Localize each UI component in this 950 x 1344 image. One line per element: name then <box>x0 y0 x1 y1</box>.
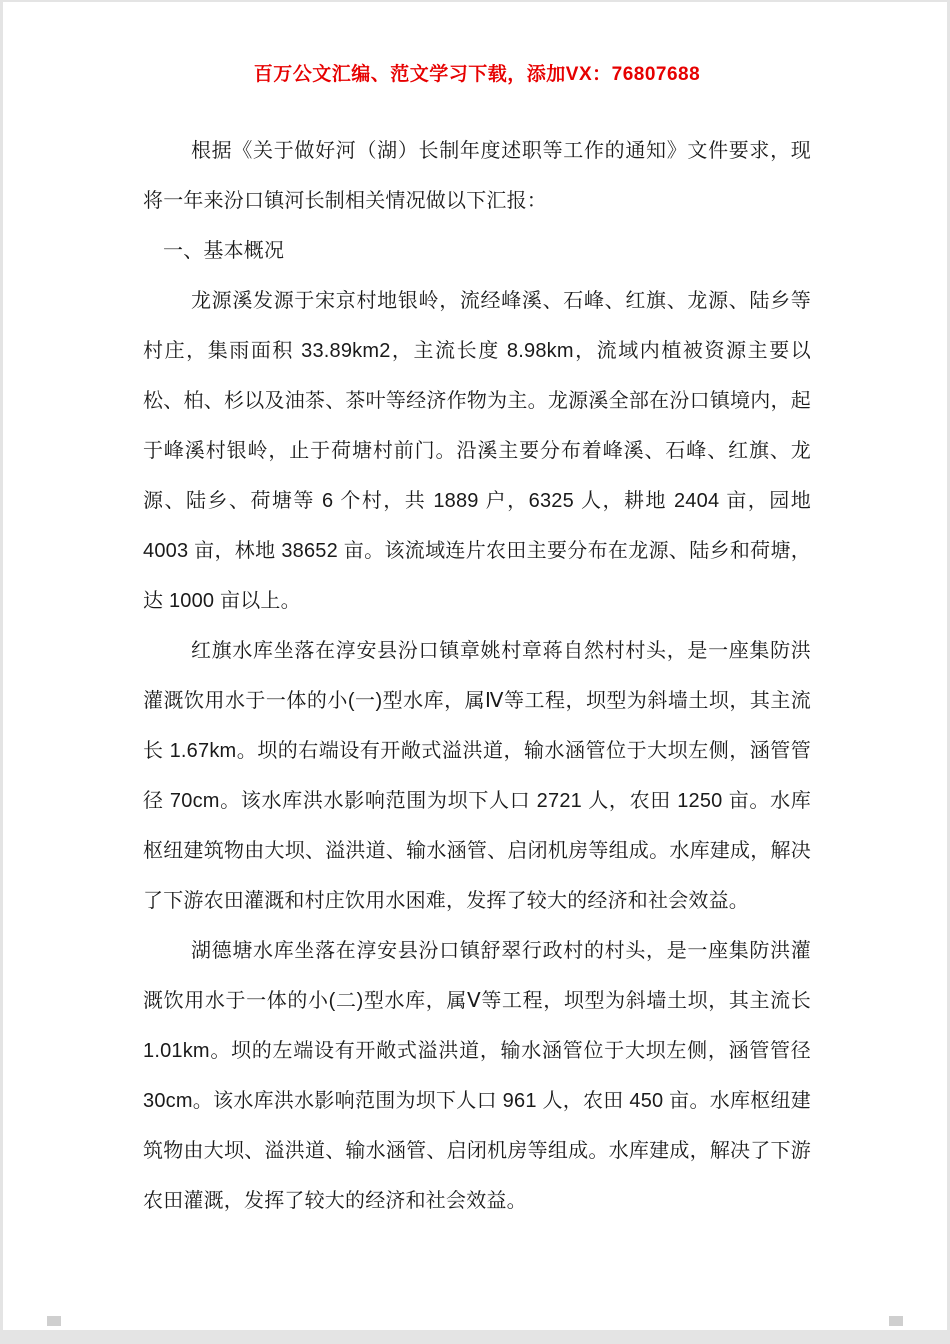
notice-text: 百万公文汇编、范文学习下载，添加VX：76807688 <box>253 64 701 85</box>
paragraph-hongqi-reservoir: 红旗水库坐落在淳安县汾口镇章姚村章蒋自然村村头，是一座集防洪灌溉饮用水于一体的小(一)型水库，属Ⅳ等工程，坝型为斜墙土坝，其主流长 1.67km。坝的右端设有开敞式溢洪道，输水涵管位于大坝左侧，涵管管径 70cm。该水库洪水影响范围为坝下人口 2721 人，农田 1250 亩。水库枢纽建筑物由大坝、溢洪道、输水涵管、启闭机房等组成。水库建成，解决了下游农田灌溉和村庄饮用水困难，发挥了较大的经济和社会效益。 <box>143 640 811 912</box>
page-corner-mark-left <box>47 1316 61 1326</box>
document-page <box>3 2 947 1330</box>
document-content <box>3 2 947 1226</box>
section-heading-basic-overview: 一、基本概况 <box>163 240 285 262</box>
paragraph-longyuan-stream: 龙源溪发源于宋京村地银岭，流经峰溪、石峰、红旗、龙源、陆乡等村庄，集雨面积 33.89km2，主流长度 8.98km，流域内植被资源主要以松、柏、杉以及油茶、茶叶等经济作物为主。龙源溪全部在汾口镇境内，起于峰溪村银岭，止于荷塘村前门。沿溪主要分布着峰溪、石峰、红旗、龙源、陆乡、荷塘等 6 个村，共 1889 户，6325 人，耕地 2404 亩，园地 4003 亩，林地 38652 亩。该流域连片农田主要分布在龙源、陆乡和荷塘，达 1000 亩以上。 <box>143 290 811 612</box>
document-body <box>143 126 811 1226</box>
paragraph-intro: 根据《关于做好河（湖）长制年度述职等工作的通知》文件要求，现将一年来汾口镇河长制相关情况做以下汇报： <box>143 140 811 212</box>
paragraph-hudetang-reservoir: 湖德塘水库坐落在淳安县汾口镇舒翠行政村的村头，是一座集防洪灌溉饮用水于一体的小(二)型水库，属Ⅴ等工程，坝型为斜墙土坝，其主流长 1.01km。坝的左端设有开敞式溢洪道，输水涵管位于大坝左侧，涵管管径 30cm。该水库洪水影响范围为坝下人口 961 人，农田 450 亩。水库枢纽建筑物由大坝、溢洪道、输水涵管、启闭机房等组成。水库建成，解决了下游农田灌溉，发挥了较大的经济和社会效益。 <box>143 940 811 1212</box>
page-corner-mark-right <box>889 1316 903 1326</box>
